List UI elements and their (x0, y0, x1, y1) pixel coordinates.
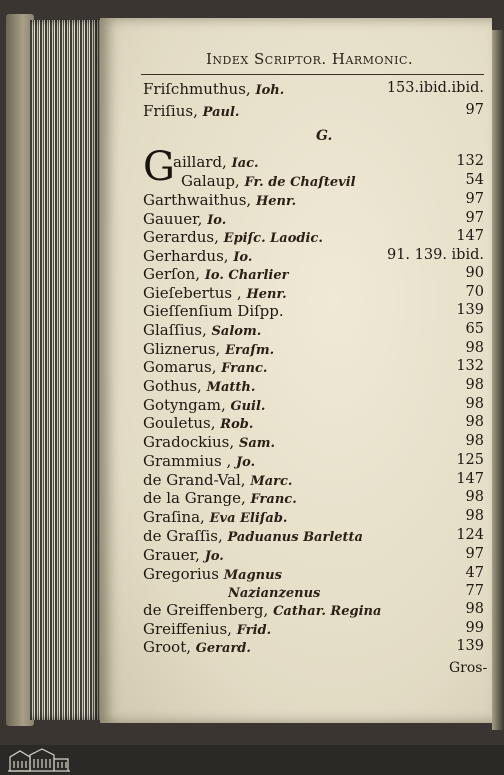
entry-given-name: Io. Charlier (204, 268, 289, 283)
index-entry (143, 471, 488, 491)
entry-name: Friſchmuthus, Ioh. (143, 80, 285, 98)
entry-given-name: Jo. (204, 549, 224, 564)
entry-name: Gotyngam, Guil. (143, 396, 266, 414)
entry-given-name: Salom. (211, 324, 262, 339)
index-entry (143, 565, 488, 585)
entry-given-name: Eraſm. (225, 343, 275, 358)
entry-name: Grauer, Jo. (143, 546, 224, 564)
index-entry (143, 452, 488, 472)
index-entry (143, 265, 488, 285)
index-entry (143, 377, 488, 397)
entry-name: Gauuer, Io. (143, 210, 227, 228)
entry-given-name: Marc. (250, 474, 293, 489)
catchword: Gros- (449, 660, 488, 676)
index-entry (143, 620, 488, 640)
entry-name: Gieſebertus , Henr. (143, 284, 287, 302)
entry-given-name: Eva Eliſab. (209, 511, 288, 526)
entry-given-name: Sam. (238, 436, 276, 451)
index-entry (143, 414, 488, 434)
entry-given-name: Jo. (236, 455, 256, 470)
entry-given-name: Io. (233, 250, 253, 265)
entry-given-name: Iac. (231, 156, 259, 171)
entry-given-name: Epiſc. Laodic. (223, 231, 323, 246)
entry-page-ref: 98 (465, 489, 484, 505)
entry-name: Glaſſius, Salom. (143, 321, 262, 339)
index-entry (143, 638, 488, 658)
entry-given-name: Rob. (220, 417, 254, 432)
entry-name: Gregorius Magnus (143, 565, 282, 583)
section-letter: G. (316, 128, 333, 144)
index-entry (143, 210, 488, 230)
index-entry (143, 340, 488, 360)
entry-name: aillard, Iac. (173, 153, 259, 171)
entry-name: Graſina, Eva Eliſab. (143, 508, 288, 526)
entry-given-name: Henr. (255, 194, 297, 209)
index-entry (143, 191, 488, 211)
entry-page-ref: 70 (465, 284, 484, 300)
index-entry (143, 433, 488, 453)
entry-page-ref: 97 (465, 546, 484, 562)
index-entry (143, 321, 488, 341)
index-entry (143, 546, 488, 566)
entry-page-ref: 139 (456, 638, 484, 654)
entry-page-ref: 98 (465, 377, 484, 393)
entry-page-ref: 98 (465, 340, 484, 356)
index-entry (143, 396, 488, 416)
header-rule (141, 74, 484, 75)
entry-page-ref: 147 (456, 471, 484, 487)
entry-given-name: Paul. (202, 105, 240, 120)
entry-page-ref: 90 (465, 265, 484, 281)
entry-given-name: Henr. (246, 287, 287, 302)
entry-page-ref: 98 (465, 396, 484, 412)
entry-page-ref: 91. 139. ibid. (386, 247, 484, 263)
drop-cap: G (143, 144, 175, 190)
index-entry (143, 302, 488, 322)
entry-name: Gerhardus, Io. (143, 247, 253, 265)
page-fore-edge (30, 20, 102, 720)
entry-name: Greiffenius, Frid. (143, 620, 272, 638)
index-entry (143, 284, 488, 304)
index-entry (173, 153, 488, 173)
entry-given-name: Franc. (221, 361, 268, 376)
entry-given-name: Cathar. Regina (273, 604, 382, 619)
entry-name: Galaup, Fr. de Chaſtevil (181, 172, 356, 190)
library-logo (6, 747, 72, 773)
entry-page-ref: 98 (465, 414, 484, 430)
entry-given-name: Gerard. (195, 641, 251, 656)
index-entry (143, 228, 488, 248)
page-shadow (492, 30, 504, 730)
entry-name: Gomarus, Franc. (143, 358, 268, 376)
entry-name (228, 583, 320, 601)
entry-given-name: Franc. (250, 492, 297, 507)
entry-given-name: Paduanus Barletta (227, 530, 363, 545)
entry-page-ref: 97 (465, 191, 484, 207)
entry-page-ref: 147 (456, 228, 484, 244)
running-head: Index Scriptor. Harmonic. (206, 50, 414, 68)
entry-page-ref: 47 (465, 565, 484, 581)
entry-given-name: Matth. (206, 380, 256, 395)
entry-name: de Grand-Val, Marc. (143, 471, 293, 489)
index-entry (143, 358, 488, 378)
entry-name: Gerardus, Epiſc. Laodic. (143, 228, 323, 246)
entry-page-ref: 98 (465, 433, 484, 449)
entry-name: Gliznerus, Eraſm. (143, 340, 275, 358)
entry-page-ref: 97 (465, 102, 484, 118)
entry-name: Gradockius, Sam. (143, 433, 276, 451)
entry-page-ref: 77 (465, 583, 484, 599)
entry-name: Garthwaithus, Henr. (143, 191, 297, 209)
entry-given-name: Magnus (223, 568, 282, 583)
entry-page-ref: 98 (465, 508, 484, 524)
entry-given-name: Guil. (230, 399, 266, 414)
index-entry (228, 583, 488, 603)
entry-given-name: Fr. de Chaſtevil (244, 175, 356, 190)
entry-name: Friſius, Paul. (143, 102, 240, 120)
entry-name: Gerſon, Io. Charlier (143, 265, 289, 283)
entry-name: Groot, Gerard. (143, 638, 251, 656)
entry-page-ref: 132 (456, 358, 484, 374)
index-entry (143, 489, 488, 509)
entry-given-name: Ioh. (255, 83, 285, 98)
entry-page-ref: 54 (465, 172, 484, 188)
entry-page-ref: 132 (456, 153, 484, 169)
entry-page-ref: 153.ibid.ibid. (386, 80, 484, 96)
entry-name: de Graſſis, Paduanus Barletta (143, 527, 363, 545)
entry-given-name: Frid. (236, 623, 272, 638)
entry-name: Gothus, Matth. (143, 377, 256, 395)
entry-page-ref: 99 (465, 620, 484, 636)
entry-page-ref: 65 (465, 321, 484, 337)
entry-name: de Greiffenberg, Cathar. Regina (143, 601, 382, 619)
entry-given-name: Io. (207, 213, 227, 228)
entry-name: Gouletus, Rob. (143, 414, 254, 432)
index-entry (143, 247, 488, 267)
entry-name: Grammius , Jo. (143, 452, 256, 470)
entry-page-ref: 139 (456, 302, 484, 318)
index-entry (143, 508, 488, 528)
index-entry (143, 601, 488, 621)
index-entry (143, 80, 488, 100)
entry-page-ref: 97 (465, 210, 484, 226)
entry-name: de la Grange, Franc. (143, 489, 297, 507)
entry-name: Gieſſenſium Diſpp. (143, 302, 284, 320)
entry-page-ref: 124 (456, 527, 484, 543)
index-entry (143, 102, 488, 122)
entry-page-ref: 125 (456, 452, 484, 468)
index-entry (181, 172, 488, 192)
viewer-footer (0, 745, 504, 775)
index-entry (143, 527, 488, 547)
entry-given-name: Nazianzenus (228, 586, 321, 601)
entry-page-ref: 98 (465, 601, 484, 617)
